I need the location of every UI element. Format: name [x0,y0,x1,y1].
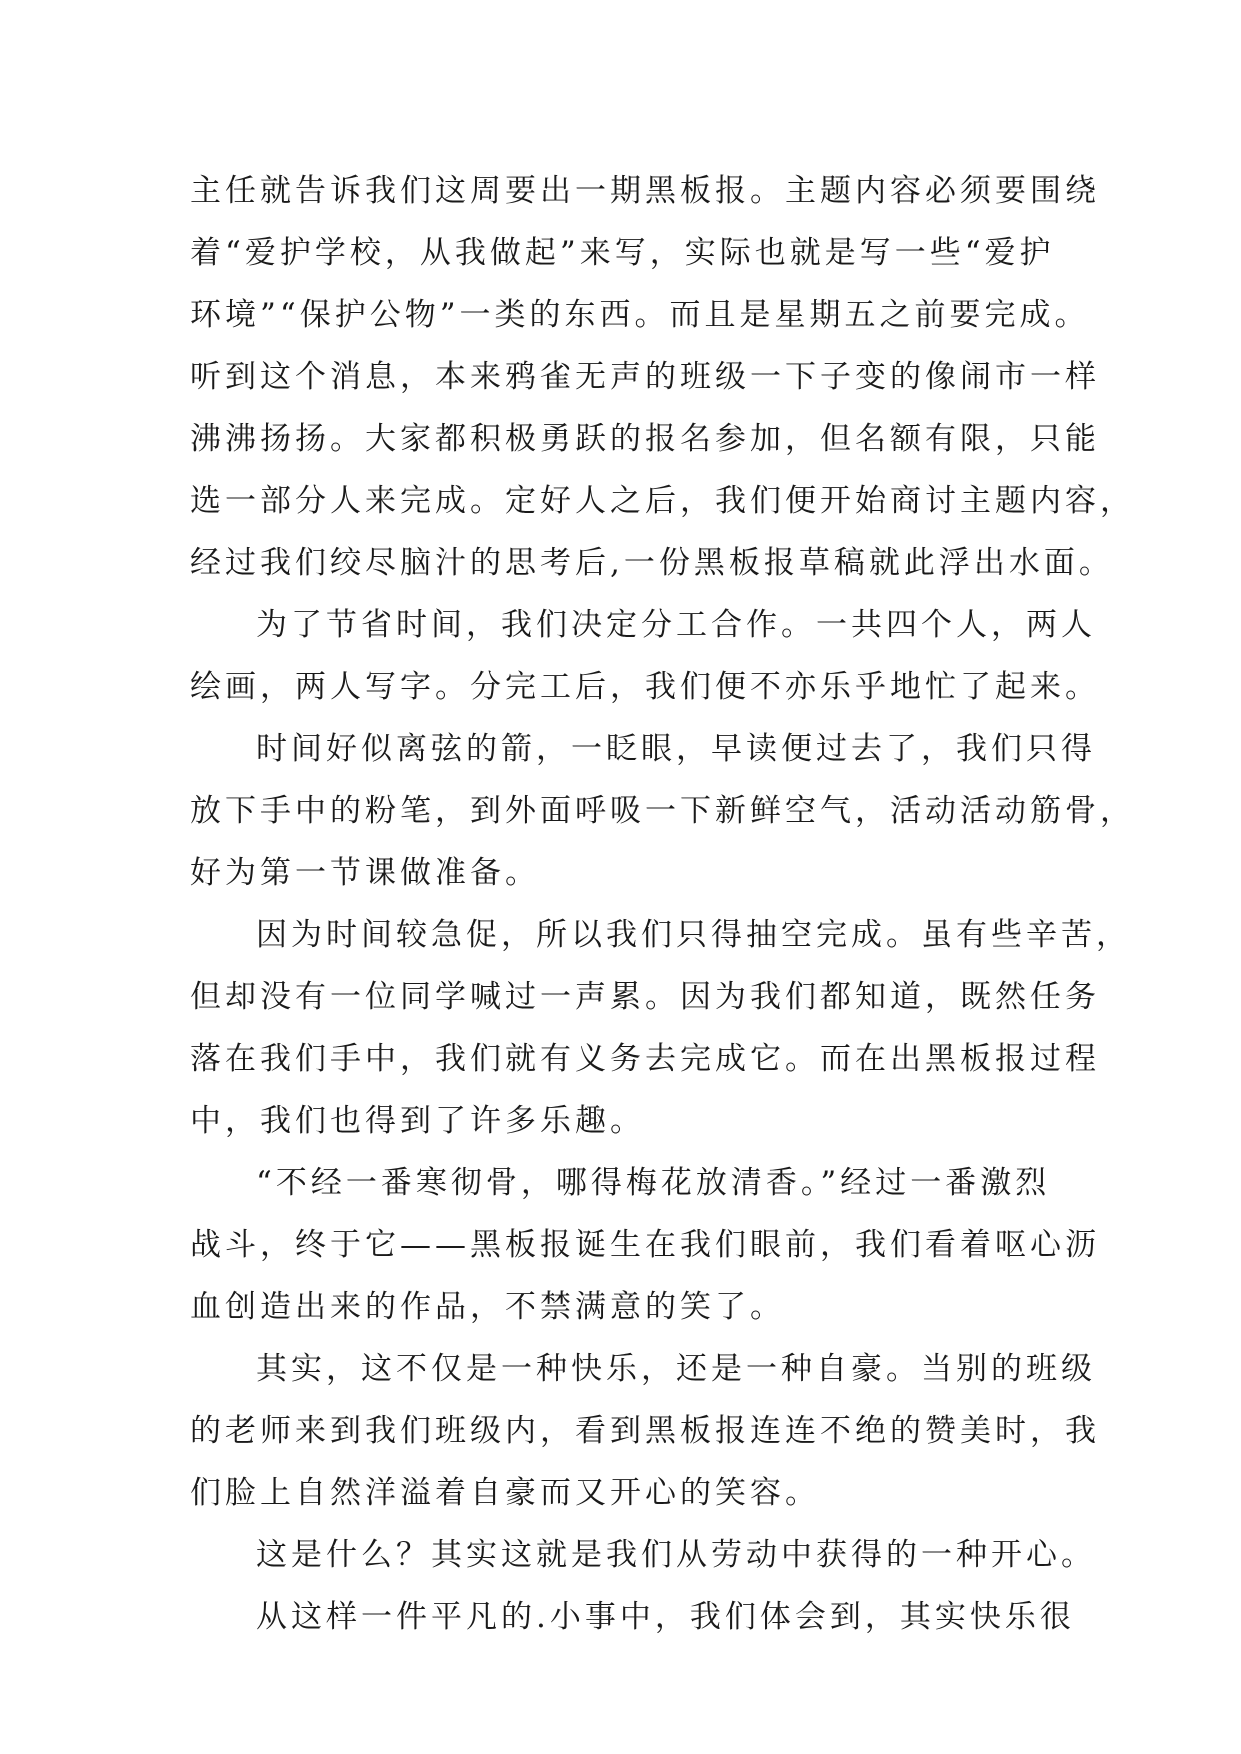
text-line: 战斗，终于它——黑板报诞生在我们眼前，我们看着呕心沥 [190,1227,1100,1263]
text-line: 但却没有一位同学喊过一声累。因为我们都知道，既然任务 [190,979,1100,1015]
text-line: 从这样一件平凡的.小事中，我们体会到，其实快乐很 [256,1599,1075,1635]
text-line: 着“爱护学校，从我做起”来写，实际也就是写一些“爱护 [190,235,1055,271]
text-line: 中，我们也得到了许多乐趣。 [190,1103,645,1139]
text-line: “不经一番寒彻骨，哪得梅花放清香。”经过一番激烈 [256,1165,1051,1201]
text-line: 经过我们绞尽脑汁的思考后,一份黑板报草稿就此浮出水面。 [190,545,1114,581]
text-line: 其实，这不仅是一种快乐，还是一种自豪。当别的班级 [256,1351,1096,1387]
text-line: 绘画，两人写字。分完工后，我们便不亦乐乎地忙了起来。 [190,669,1100,705]
text-line: 放下手中的粉笔，到外面呼吸一下新鲜空气，活动活动筋骨， [190,793,1135,829]
text-line: 血创造出来的作品，不禁满意的笑了。 [190,1289,785,1325]
text-line: 这是什么？其实这就是我们从劳动中获得的一种开心。 [256,1537,1096,1573]
text-line: 好为第一节课做准备。 [190,855,540,891]
text-line: 时间好似离弦的箭，一眨眼，早读便过去了，我们只得 [256,731,1096,767]
text-line: 们脸上自然洋溢着自豪而又开心的笑容。 [190,1475,820,1511]
text-line: 选一部分人来完成。定好人之后，我们便开始商讨主题内容， [190,483,1135,519]
essay-body [190,160,1135,1648]
text-line: 的老师来到我们班级内，看到黑板报连连不绝的赞美时，我 [190,1413,1100,1449]
text-line: 为了节省时间，我们决定分工合作。一共四个人，两人 [256,607,1096,643]
text-line: 落在我们手中，我们就有义务去完成它。而在出黑板报过程 [190,1041,1100,1077]
text-line: 因为时间较急促，所以我们只得抽空完成。虽有些辛苦， [256,917,1131,953]
text-line: 环境”“保护公物”一类的东西。而且是星期五之前要完成。 [190,297,1090,333]
text-line: 沸沸扬扬。大家都积极勇跃的报名参加，但名额有限，只能 [190,421,1100,457]
text-line: 主任就告诉我们这周要出一期黑板报。主题内容必须要围绕 [190,173,1100,209]
text-line: 听到这个消息，本来鸦雀无声的班级一下子变的像闹市一样 [190,359,1100,395]
